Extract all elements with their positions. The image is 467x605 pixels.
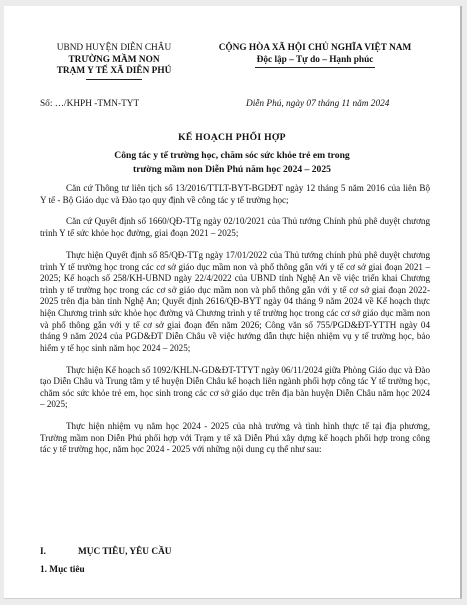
paragraph: Căn cứ Thông tư liên tịch số 13/2016/TTLT-BYT-BGDĐT ngày 12 tháng 5 năm 2016 của liên Bộ Y tế - Bộ Giáo dục và Đào tạo quy định về công tác y tế trường học;: [40, 183, 430, 205]
section-heading: [40, 547, 172, 557]
section-number: I.: [40, 547, 46, 557]
document-title: KẾ HOẠCH PHỐI HỢP: [178, 132, 286, 143]
issuer-line-2: TRƯỜNG MẦM NON: [68, 54, 160, 65]
paragraph: Thực hiện nhiệm vụ năm học 2024 - 2025 của nhà trường và tình hình thực tế tại địa phương, Trường mầm non Diễn Phú phối hợp với Trạm y tế xã Diễn Phú xây dựng kế hoạch phối hợp trong công tác y tế trường học, năm học 2024 - 2025 với những nội dung cụ thể như sau:: [40, 421, 430, 455]
issuer-block: [24, 43, 204, 80]
country-name: CỘNG HÒA XÃ HỘI CHỦ NGHĨA VIỆT NAM: [218, 43, 412, 53]
issuer-line-3: TRẠM Y TẾ XÃ DIỄN PHÚ: [56, 66, 172, 76]
document-subtitle-2: trường mầm non Diễn Phú năm học 2024 – 2025: [133, 164, 331, 175]
issuer-underline: [86, 79, 142, 80]
document-number: Số: …/KHPH -TMN-TYT: [40, 99, 140, 109]
document-subtitle-1: Công tác y tế trường học, chăm sóc sức khỏe trẻ em trong: [114, 150, 350, 161]
paragraph: Thực hiện Quyết định số 85/QĐ-TTg ngày 17/01/2022 của Thủ tướng chính phủ phê duyệt chương trình Y tế trường học trong các cơ sở giáo dục mầm non và phổ thông gắn với y tế cơ sở giai đoạn 2021 – 2025; Kế hoạch số 258/KH-UBND ngày 22/4/2022 của UBND tỉnh Nghệ An về việc triển khai Chương trình y tế trường học trong các cơ sở giáo dục mầm non và phổ thông gắn với y tế cơ sở giai đoạn 2022-2025 trên địa bàn tỉnh Nghệ An; Quyết định 2616/QĐ-BYT ngày 04 tháng 9 năm 2024 về Kế hoạch thực hiện Chương trình sức khỏe học đường và Chương trình y tế trường học trong các cơ sở giáo dục mầm non và phổ thông gắn với y tế cơ sở giai đoạn đến năm 2026; Công văn số 755/PGD&ĐT-YTTH ngày 04 tháng 9 năm 2024 của PGD&ĐT Diễn Châu về việc hướng dẫn thực hiện nhiệm vụ y tế trường học, bảo hiểm y tế học sinh năm học 2024 – 2025;: [40, 249, 430, 353]
document-page: [4, 6, 462, 599]
motto: Độc lập – Tự do – Hạnh phúc: [256, 54, 374, 65]
paragraph: Căn cứ Quyết định số 1660/QĐ-TTg ngày 02/10/2021 của Thủ tướng Chính phủ phê duyệt chương trình Y tế sức khỏe học đường, giai đoạn 2021 – 2025;: [40, 216, 430, 239]
document-date: Diễn Phú, ngày 07 tháng 11 năm 2024: [246, 99, 390, 109]
national-motto-block: [190, 43, 440, 68]
section-label: MỤC TIÊU, YÊU CẦU: [78, 547, 172, 557]
paragraph: Thực hiện Kế hoạch số 1092/KHLN-GD&ĐT-TTYT ngày 06/11/2024 giữa Phòng Giáo dục và Đào tạo Diễn Châu và Trung tâm y tế huyện Diễn Châu kế hoạch liên ngành phối hợp công tác Y tế trường học, chăm sóc sức khỏe trẻ em, học sinh trong các cơ sở giáo dục trên địa bàn huyện Diễn Châu năm học 2024 – 2025;: [40, 364, 430, 410]
issuer-line-1: UBND HUYỆN DIỄN CHÂU: [56, 43, 172, 53]
document-body: [40, 183, 430, 466]
motto-underline: [255, 67, 375, 68]
subsection-heading: 1. Mục tiêu: [40, 565, 85, 575]
